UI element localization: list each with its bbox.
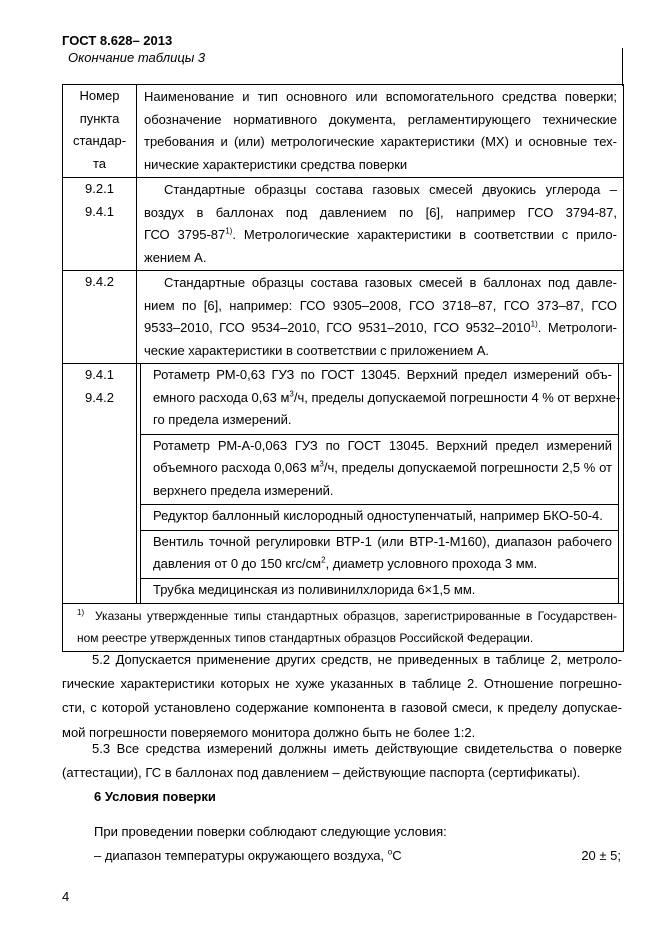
table-header-row [63, 85, 624, 178]
header-description-line: Наименование и тип основного или вспомогательного средства поверки; [144, 89, 617, 104]
row-text-line: Трубка медицинская из поливинилхлорида 6×1,5 мм. [153, 581, 476, 597]
row-text-fragment: давления от 0 до 150 кгс/см [153, 556, 322, 571]
table-row [63, 178, 624, 271]
paragraph-line: мой погрешности поверяемого монитора должно быть не более 1:2. [62, 724, 476, 740]
condition-temperature [94, 848, 402, 863]
document-code: ГОСТ 8.628– 2013 [62, 33, 173, 48]
row-text-line: Вентиль точной регулировки ВТР-1 (или ВТР-1-М160), диапазон рабочего [153, 533, 612, 549]
row-description-cell [137, 271, 624, 364]
table-footnote-row [63, 604, 624, 652]
row-text-line: жением А. [144, 249, 207, 265]
paragraph-5-2 [62, 648, 622, 745]
row-text-line: Стандартные образцы состава газовых смесей в баллонах под давле- [164, 275, 617, 290]
row-text-fragment: объемного расхода 0,063 м [153, 460, 320, 475]
clause-number: 9.4.2 [85, 274, 114, 289]
gso-reference: 9533–2010, ГСО 9534–2010, ГСО 9531–2010, ГСО 9532–2010 [144, 320, 531, 335]
header-number-line: пункта [79, 110, 120, 126]
row-text-fragment: , диаметр условного прохода 3 мм. [325, 556, 538, 571]
clause-number: 9.2.1 [85, 181, 114, 196]
row-text-line [153, 553, 612, 576]
unit-exponent: 3 [289, 389, 294, 399]
paragraph-line: 5.2 Допускается применение других средств, не приведенных в таблице 2, метроло- [92, 652, 622, 667]
row-text-line: верхнего предела измерений. [153, 482, 334, 498]
row-text-fragment: /ч, пределы допускаемой погрешности 4 % от верхне- [293, 389, 621, 405]
tube-item [140, 578, 619, 604]
row-text-fragment: . Метрологи- [537, 320, 618, 335]
row-text-line: нием по [6], например: ГСО 9305–2008, ГСО 3718–87, ГСО 373–87, ГСО [144, 297, 617, 313]
paragraph-line: (аттестации), ГС в баллонах под давлением – действующие паспорта (сертификаты). [62, 765, 581, 781]
row-number-cell [63, 178, 137, 271]
header-number-cell [63, 85, 137, 178]
valve-item [140, 530, 619, 578]
row-text-line [144, 317, 617, 340]
footnote-marker: 1) [530, 319, 538, 329]
row-number-cell [63, 271, 137, 364]
header-description-line: требования и (или) метрологические характеристики (МХ) и основные тех- [144, 134, 617, 149]
footnote-marker: 1) [225, 226, 233, 236]
condition-temperature-value: 20 ± 5; [581, 848, 621, 863]
paragraph-line: гические характеристики которых не хуже указанных в таблице 2. Отношение погрешно- [62, 676, 622, 692]
row-text-line: Стандартные образцы состава газовых смесей двуокись углерода – [164, 182, 617, 197]
header-number-line: стандар- [72, 133, 127, 148]
header-description-line: нические характеристики средства поверки [144, 156, 408, 172]
page-number: 4 [62, 889, 70, 904]
clause-number: 9.4.2 [85, 389, 114, 405]
clause-number: 9.4.1 [85, 367, 114, 382]
verification-means-table [62, 84, 624, 652]
row-text-line [153, 387, 621, 410]
header-description-line: обозначение нормативного документа, регламентирующего технические [144, 111, 617, 127]
footnote-text: Указаны утвержденные типы стандартных образцов, зарегистрированные в Государствен- [94, 609, 618, 623]
row-text-fragment: емного расхода 0,63 м [153, 389, 290, 405]
condition-unit: С [392, 848, 402, 863]
footnote-line [77, 605, 617, 627]
clause-number: 9.4.1 [85, 203, 114, 219]
rotameter-0063-item [140, 434, 619, 505]
row-text-line: Ротаметр РМ-А-0,063 ГУЗ по ГОСТ 13045. Верхний предел измерений [153, 437, 612, 453]
footnote-marker: 1) [77, 608, 85, 617]
row-text-line: ческие характеристики в соответствии с приложением А. [144, 342, 490, 358]
header-description-cell [137, 85, 624, 178]
footnote-line: ном реестре утвержденных типов стандартных образцов Российской Федерации. [77, 631, 534, 645]
row-text-line: го предела измерений. [153, 412, 292, 427]
table-row [63, 271, 624, 364]
margin-rule [622, 48, 623, 86]
paragraph-line: 5.3 Все средства измерений должны иметь действующие свидетельства о поверке [92, 741, 622, 756]
row-description-cell [137, 364, 624, 604]
row-text-line [144, 224, 617, 247]
condition-text: – диапазон температуры окружающего воздуха, [94, 848, 388, 863]
unit-exponent: 2 [321, 555, 326, 565]
header-number-line: та [92, 155, 107, 171]
row-number-cell [63, 364, 137, 604]
table-caption: Окончание таблицы 3 [68, 50, 206, 65]
row-text-line: Редуктор баллонный кислородный одноступенчатый, например БКО-50-4. [153, 508, 603, 523]
row-text-fragment: . Метрологические характеристики в соответствии с прило- [232, 227, 617, 242]
degree-mark: о [387, 847, 393, 857]
row-text-line [153, 457, 612, 480]
header-number-line: Номер [79, 88, 120, 103]
unit-exponent: 3 [319, 459, 324, 469]
row-text-fragment: /ч, пределы допускаемой погрешности 2,5 % от [323, 460, 612, 475]
reducer-item [140, 504, 619, 530]
rotameter-063-item [140, 364, 619, 434]
table-row [63, 364, 624, 604]
section-6-title: 6 Условия поверки [94, 789, 216, 804]
paragraph-5-3 [62, 737, 622, 785]
gso-reference: ГСО 3795-87 [144, 227, 226, 242]
row-text-line: Ротаметр РМ-0,63 ГУЗ по ГОСТ 13045. Верхний предел измерений объ- [153, 367, 612, 382]
row-description-cell [137, 178, 624, 271]
conditions-intro: При проведении поверки соблюдают следующие условия: [94, 824, 447, 839]
row-text-line: воздух в баллонах под давлением по [6], например ГСО 3794-87, [144, 204, 617, 220]
paragraph-line: сти, с которой установлено содержание компонента в газовой смеси, к пределу допускае- [62, 700, 622, 716]
footnote-cell [63, 604, 624, 652]
